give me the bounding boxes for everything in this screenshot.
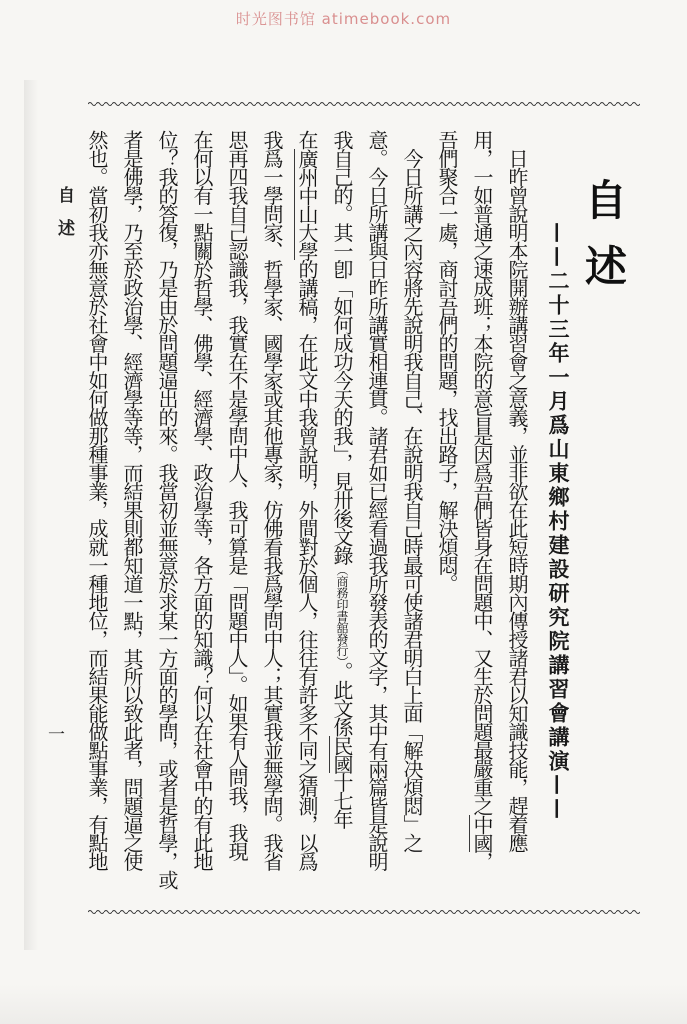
- text-run: 日昨曾說明本院開辦講習會之意義，並非欲在此短時期內傳授諸君以知識技能，趕着應: [505, 130, 529, 852]
- text-run: 思再四我自己認識我，我實在不是學問中人、我可算是「問題中人」。如果有人問我，我現: [225, 130, 249, 860]
- text-run: 位？我的答復，乃是由於問題逼出的來。我當初並無意於求某一方面的學問，或者是哲學，或: [155, 130, 179, 889]
- text-run: 意。今日所講與日昨所講實相連貫。諸君如已經看過我所發表的文字，其中有兩篇皆是說明: [365, 130, 389, 870]
- chapter-title: 自述: [579, 178, 628, 310]
- body-column-5: [359, 130, 394, 908]
- body-column-12: [114, 130, 149, 908]
- scan-bottom-shadow: [0, 984, 687, 1024]
- chapter-subtitle: ——二十三年一月爲山東鄉村建設研究院講習會講演——: [546, 222, 571, 822]
- running-header-title: 自述: [54, 186, 74, 252]
- body-column-3: [429, 130, 464, 908]
- proper-noun-marked-text: 中國: [470, 814, 494, 852]
- text-run: 在: [295, 130, 319, 149]
- body-column-9: [219, 130, 254, 908]
- body-column-13: [79, 130, 114, 908]
- decorative-wavy-rule-top: [88, 100, 640, 108]
- body-column-6: [324, 130, 359, 908]
- text-run: 十七年: [330, 772, 354, 828]
- text-run: 吾們聚合一處，商討吾們的問題，找出路子，解決煩悶。: [435, 130, 459, 593]
- page-number: 一: [48, 725, 65, 745]
- text-run: 我爲一學問家、哲學家、國學家或其他專家，仿佛看我爲學問中人；其實我並無學問。我省: [260, 130, 284, 870]
- text-run: 。此文係: [330, 661, 354, 736]
- scan-gutter-shadow: [24, 80, 38, 950]
- text-run: 者是佛學，乃至於政治學、經濟學等等，而結果則都知道一點，其所以致此者，問題逼之使: [120, 130, 144, 870]
- text-run: 在何以有一點關於哲學、佛學、經濟學、政治學等，各方面的知識？何以在社會中的有此地: [190, 130, 214, 870]
- body-column-11: [149, 130, 184, 908]
- body-column-2: [464, 130, 499, 908]
- text-run: 的講稿，在此文中我曾說明，外間對於個人，往往有許多不同之猜測，以爲: [295, 259, 319, 870]
- library-watermark: 时光图书馆 atimebook.com: [235, 10, 452, 28]
- body-column-10: [184, 130, 219, 908]
- text-run: 用，一如普通之速成班；本院的意旨是因爲吾們皆身在問題中、又生於問題最嚴重之: [470, 130, 494, 815]
- body-column-1: [499, 130, 534, 908]
- text-run: 今日所講之內容將先說明我自己、在說明我自己時最可使諸君明白上面「解决煩悶」之: [400, 130, 424, 852]
- body-column-4: [394, 130, 429, 908]
- proper-noun-marked-text: 廣州中山大學: [295, 148, 319, 260]
- text-run: ，: [470, 851, 494, 870]
- proper-noun-marked-text: 民國: [330, 735, 354, 773]
- text-run: 我自己的。其一卽「如何成功今天的我」，見卅後文錄: [330, 130, 354, 564]
- body-text: [79, 130, 534, 908]
- publisher-note: （商務印書舘發行）: [335, 564, 349, 662]
- body-column-8: [254, 130, 289, 908]
- decorative-wavy-rule-bottom: [88, 908, 640, 916]
- body-column-7: [289, 130, 324, 908]
- text-run: 然也。當初我亦無意於社會中如何做那種事業，成就一種地位，而結果能做點事業，有點地: [85, 130, 109, 870]
